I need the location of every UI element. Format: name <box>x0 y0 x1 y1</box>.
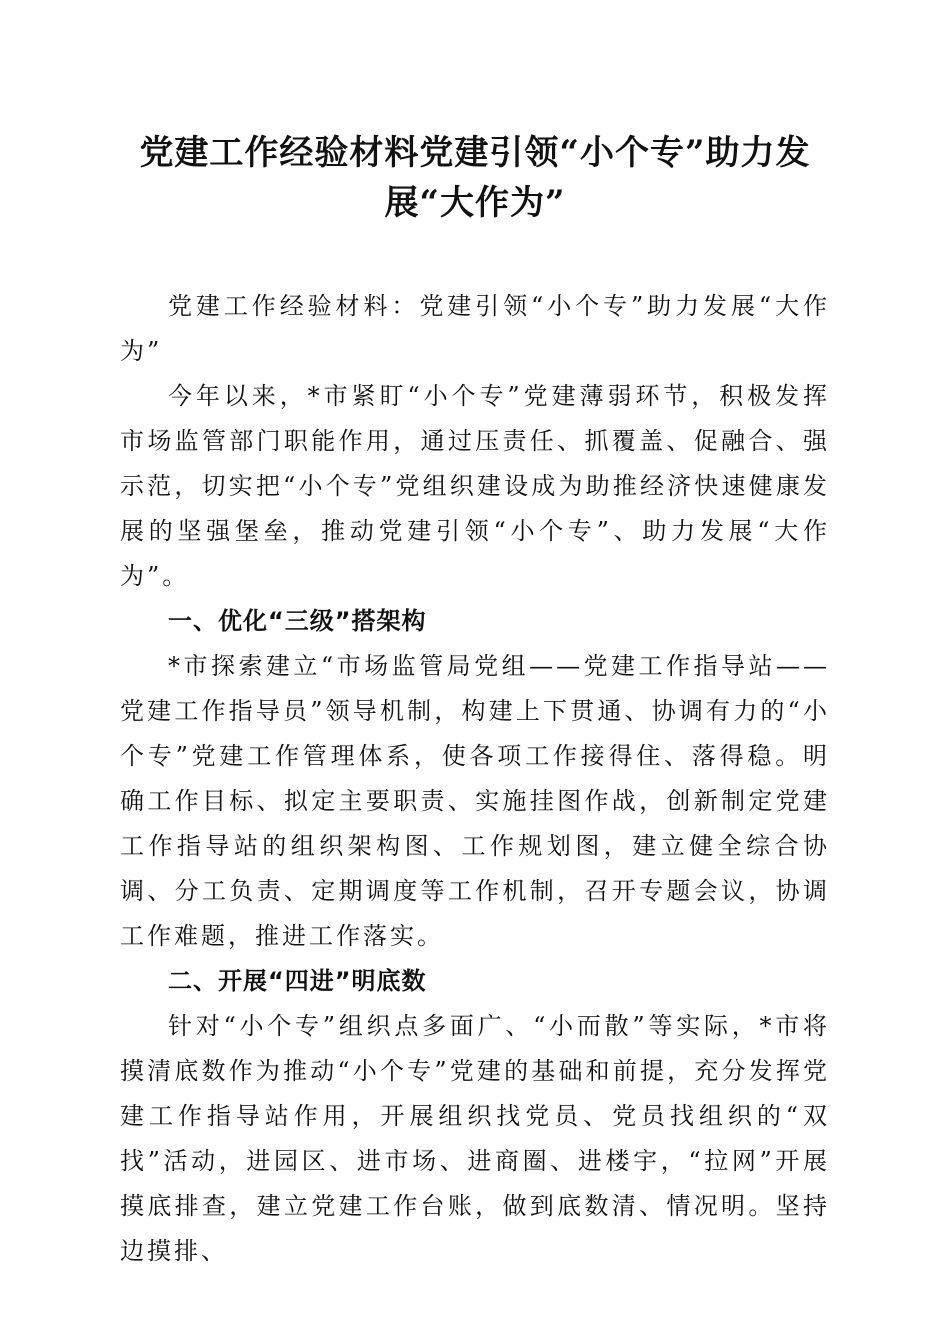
intro-subtitle-paragraph: 党建工作经验材料：党建引领“小个专”助力发展“大作为” <box>120 292 830 365</box>
section-2-paragraph: 针对“小个专”组织点多面广、“小而散”等实际，*市将摸清底数作为推动“小个专”党建的基础和前提，充分发挥党建工作指导站作用，开展组织找党员、党员找组织的“双找”活动，进园区、进市场、进商圈、进楼宇，“拉网”开展摸底排查，建立党建工作台账，做到底数清、情况明。坚持边摸排、 <box>120 1012 830 1265</box>
document-title: 党建工作经验材料党建引领“小个专”助力发展“大作为” <box>139 133 811 223</box>
section-heading-1: 一、优化“三级”搭架构 <box>168 607 427 635</box>
document-body <box>120 284 830 1274</box>
summary-paragraph: 今年以来，*市紧盯“小个专”党建薄弱环节，积极发挥市场监管部门职能作用，通过压责任、抓覆盖、促融合、强示范，切实把“小个专”党组织建设成为助推经济快速健康发展的坚强堡垒，推动党建引领“小个专”、助力发展“大作为”。 <box>120 382 830 590</box>
section-heading-2: 二、开展“四进”明底数 <box>168 967 427 995</box>
section-1-paragraph: *市探索建立“市场监管局党组——党建工作指导站——党建工作指导员”领导机制，构建上下贯通、协调有力的“小个专”党建工作管理体系，使各项工作接得住、落得稳。明确工作目标、拟定主要职责、实施挂图作战，创新制定党建工作指导站的组织架构图、工作规划图，建立健全综合协调、分工负责、定期调度等工作机制，召开专题会议，协调工作难题，推进工作落实。 <box>120 652 830 950</box>
